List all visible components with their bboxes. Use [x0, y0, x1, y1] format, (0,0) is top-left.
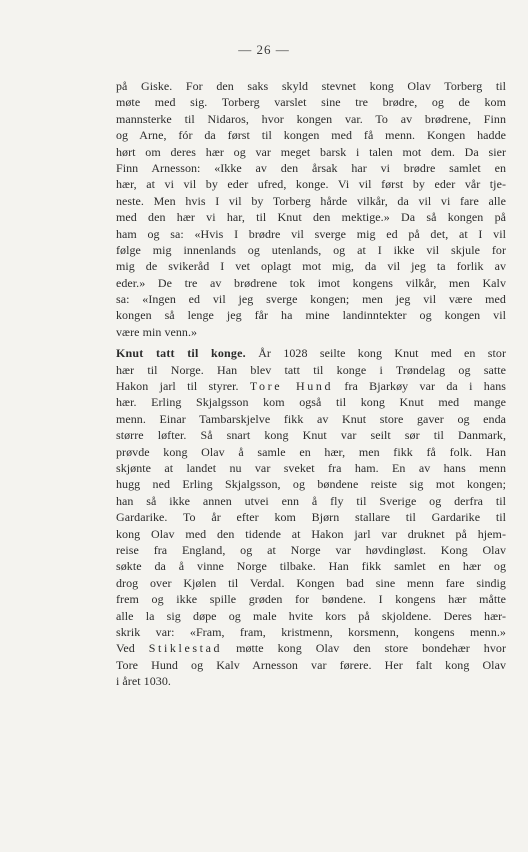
- text-line: [116, 640, 506, 656]
- text-line: [116, 345, 506, 361]
- section-heading: Knut tatt til konge.: [116, 346, 246, 361]
- text-line: hær. Erling Skjalgsson kom også til kong Knut med mange: [116, 395, 506, 410]
- text-line: følge mig innenlands og utenlands, og at I ikke vil skjule for: [116, 242, 506, 257]
- text-line: sa: «Ingen ed vil jeg sverge kongen; men jeg vil være med: [116, 292, 506, 307]
- text-line: drog over Kjølen til Verdal. Kongen bad sine menn fare sindig: [116, 575, 506, 590]
- text-line: Finn Arnesson: «Ikke av den årsak har vi brødre samlet en: [116, 160, 506, 175]
- text-line: kong Olav med den tidende at Hakon jarl var druknet på hjem-: [116, 526, 506, 541]
- section-knut: [116, 345, 506, 689]
- text-line: frem og ikke spille grøden for bøndene. I kongens hær måtte: [116, 592, 506, 607]
- text-line: skjønte at landet nu var sveket fra ham. En av hans menn: [116, 460, 506, 475]
- text-line: med den hær vi har, til Knut den mektige.» Da så kongen på: [116, 210, 506, 225]
- text-line: hær til Norge. Han blev tatt til konge i Trøndelag og satte: [116, 362, 506, 377]
- text-line: mannsterke til Nidaros, hvor kongen var. To av brødrene, Finn: [116, 111, 506, 126]
- text-line: og Arne, fór da først til kongen med få menn. Kongen hadde: [116, 128, 506, 143]
- text-run: År 1028 seilte kong Knut med en stor: [258, 346, 506, 361]
- text-line: prøvde kong Olav å samle en hær, men fikk få folk. Han: [116, 444, 506, 459]
- text-line: hørt om deres hær og var meget barsk i talen mot dem. Da sier: [116, 144, 506, 159]
- text-run: møtte kong Olav den store bondehær hvor: [236, 641, 506, 656]
- text-line: større løfter. Så snart kong Knut var seilt sør til Danmark,: [116, 428, 506, 443]
- text-line: hugg ned Erling Skjalgsson, og bøndene reiste sig mot kongen;: [116, 477, 506, 492]
- text-line: søkte da å vinne Norge tilbake. Han fikk samlet en hær og: [116, 559, 506, 574]
- text-line: møte med sig. Torberg varslet sine tre brødre, og de kom: [116, 95, 506, 110]
- text-line: [116, 378, 506, 394]
- text-line: han så ikke annen utvei enn å fly til Sverige og derfra til: [116, 493, 506, 508]
- emphasized-name: Tore Hund: [249, 379, 334, 394]
- text-run: Hakon jarl til styrer.: [116, 379, 239, 394]
- page-number: — 26 —: [238, 42, 290, 57]
- text-line: skrik var: «Fram, fram, kristmenn, korsmenn, kongens menn.»: [116, 624, 506, 639]
- text-line: på Giske. For den saks skyld stevnet kong Olav Torberg til: [116, 79, 506, 93]
- text-line: være min venn.»: [116, 324, 198, 339]
- text-line: menn. Einar Tambarskjelve fikk av Knut store gaver og enda: [116, 411, 506, 426]
- text-line: Gardarike. To år efter kom Bjørn stallare til Gardarike til: [116, 510, 506, 525]
- emphasized-place: Stiklestad: [148, 641, 223, 656]
- text-line: i året 1030.: [116, 674, 171, 689]
- paragraph-giske: [116, 78, 506, 340]
- text-run: Ved: [116, 641, 135, 656]
- text-line: mig de svikeråd I vet oplagt mot mig, da vil jeg ta forlik av: [116, 259, 506, 274]
- text-line: kongen så lenge jeg får ha mine landinntekter og kongen vil: [116, 308, 506, 323]
- text-line: Tore Hund og Kalv Arnesson var førere. Her falt kong Olav: [116, 657, 506, 672]
- text-line: hær, at vi vil by eder ufred, konge. Vi vil først by eder vår tje-: [116, 177, 506, 192]
- text-run: fra Bjarkøy var da i hans: [344, 379, 506, 394]
- text-line: ham og sa: «Hvis I brødre vil sverge mig ed på det, at I vil: [116, 226, 506, 241]
- text-line: alle la sig døpe og male hvite kors på skjoldene. Deres hær-: [116, 608, 506, 623]
- text-line: neste. Men hvis I vil by Torberg hårde vilkår, da vil vi fare alle: [116, 193, 506, 208]
- body-text: [116, 78, 506, 689]
- text-line: eder.» De tre av brødrene tok imot kongens vilkår, men Kalv: [116, 275, 506, 290]
- text-line: reise fra England, og at Norge var høvdingløst. Kong Olav: [116, 542, 506, 557]
